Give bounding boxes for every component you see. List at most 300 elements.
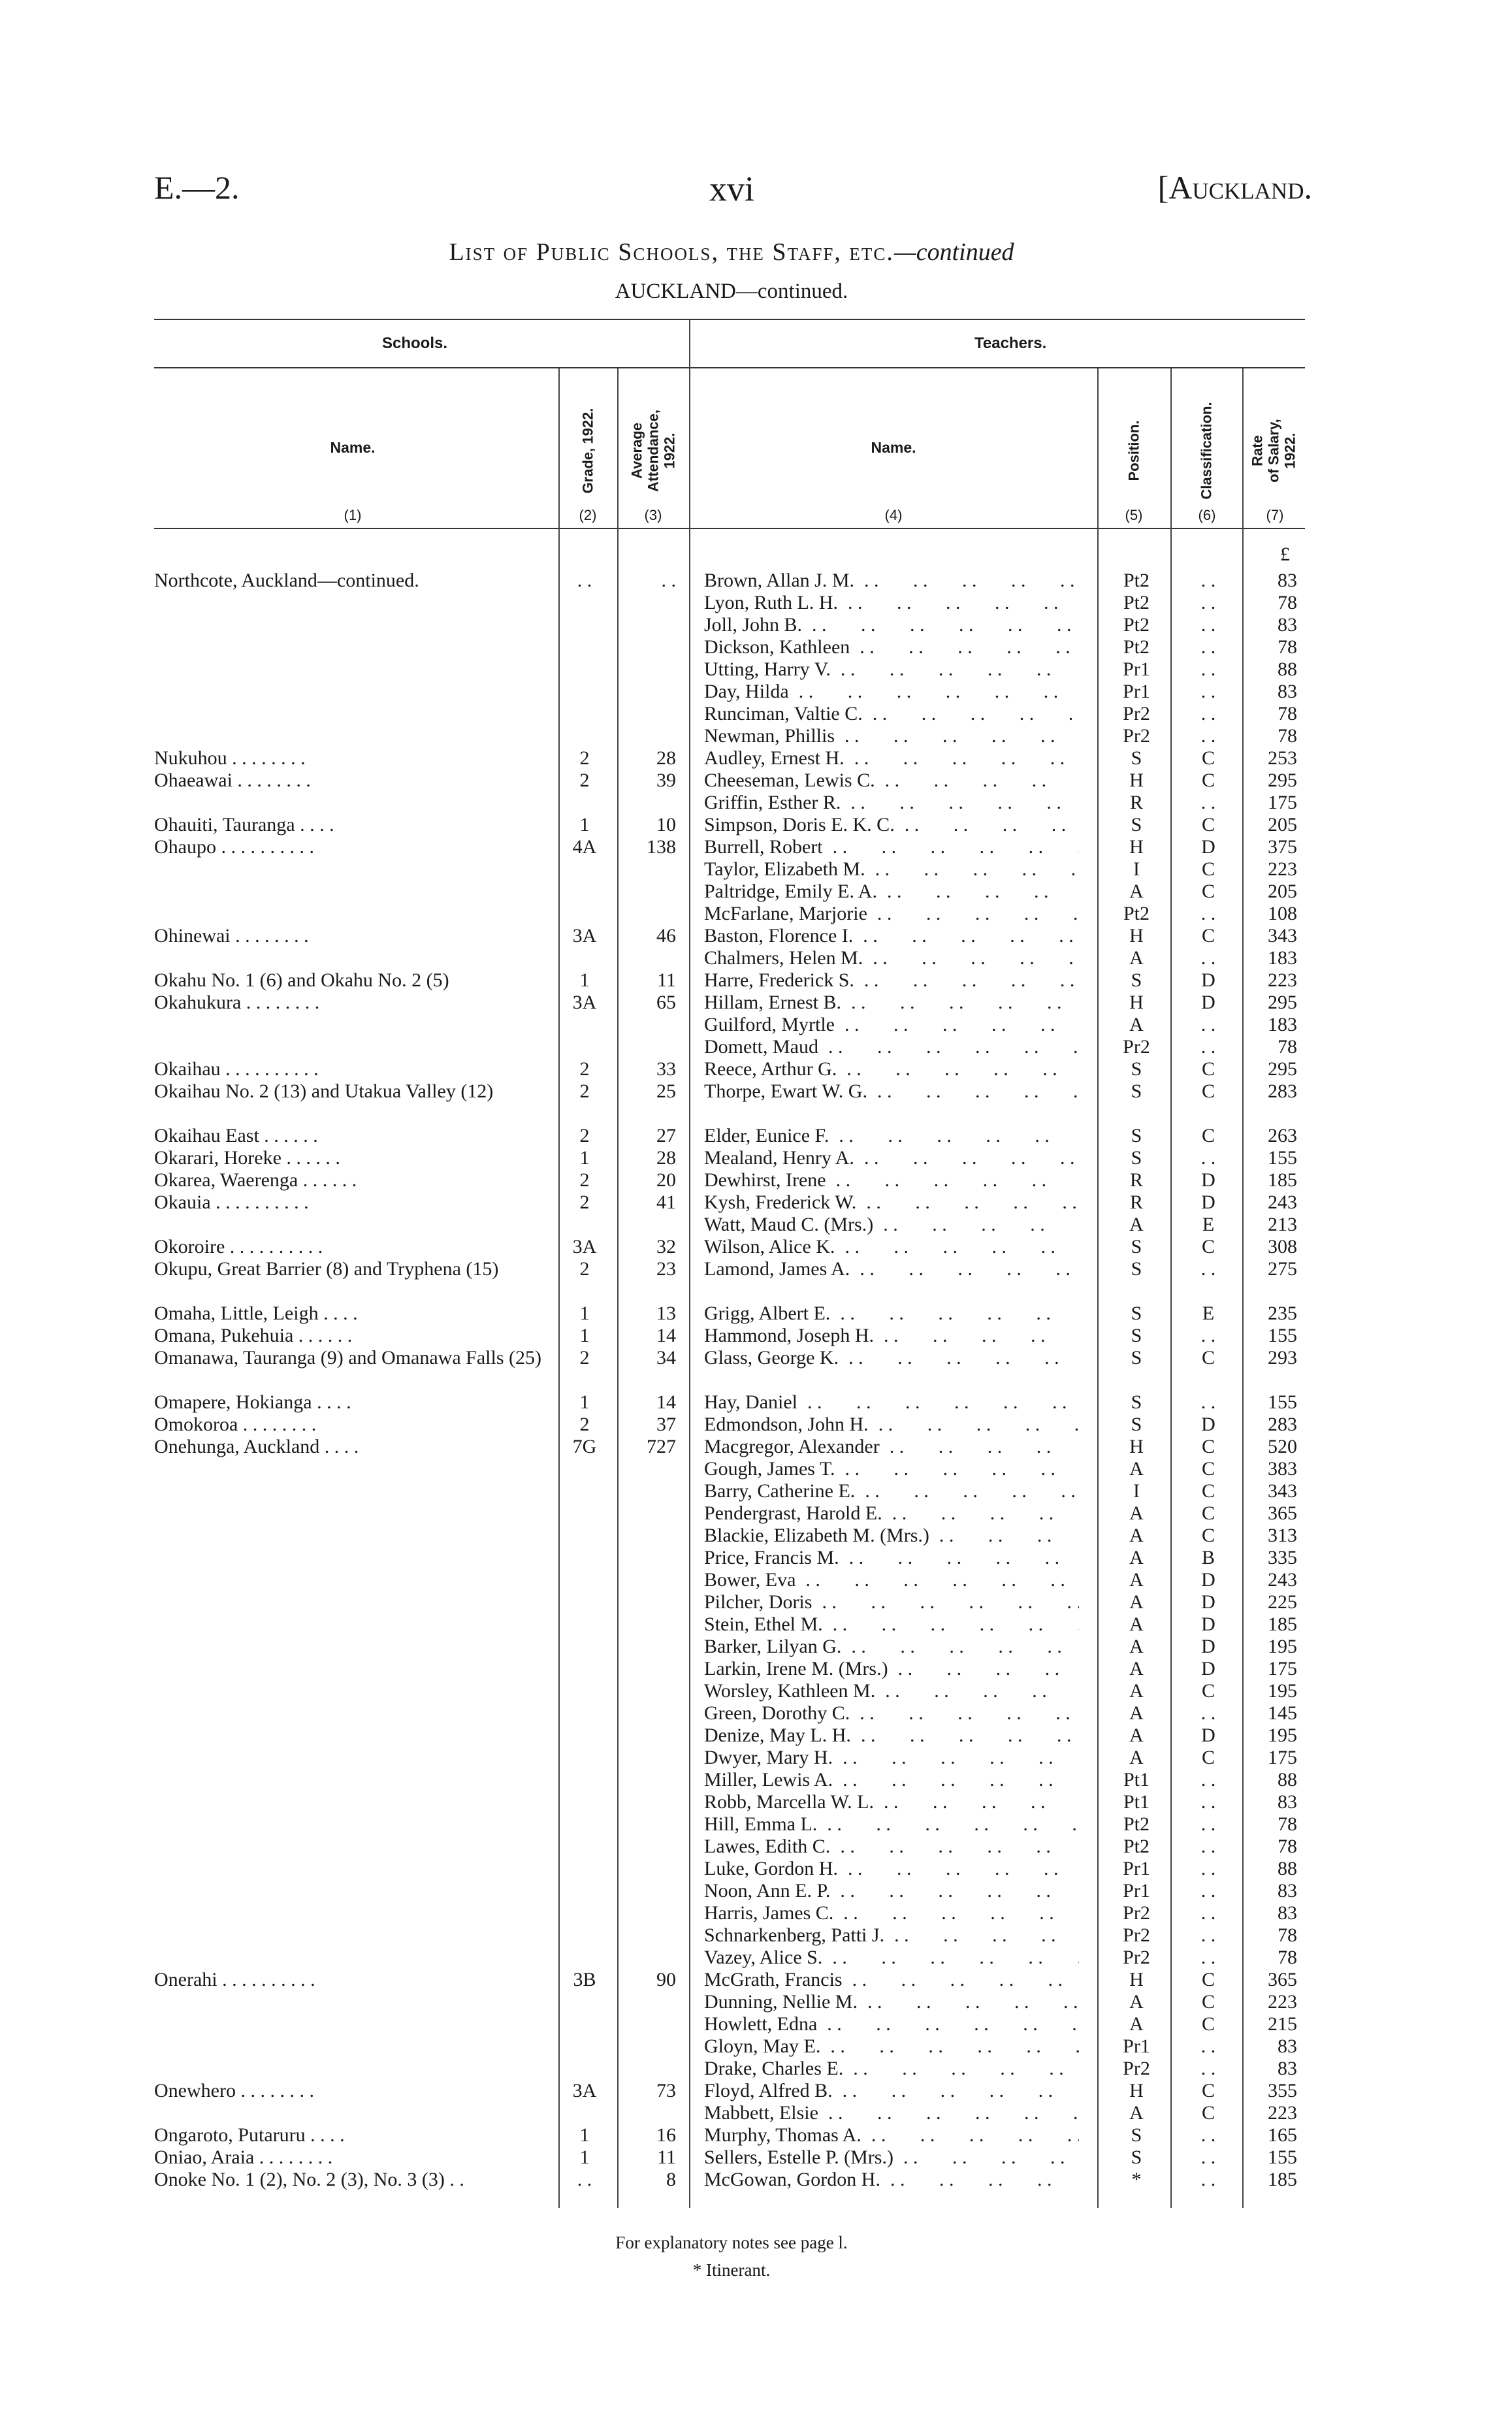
- table-row: [0, 992, 1512, 1014]
- classification-cell: C: [1201, 1125, 1215, 1146]
- salary-cell: 375: [1268, 836, 1297, 858]
- salary-cell: 520: [1268, 1436, 1297, 1457]
- grade-cell: 2: [579, 1125, 590, 1146]
- salary-cell: 313: [1268, 1525, 1297, 1546]
- salary-cell: 83: [1278, 1902, 1297, 1924]
- position-cell: S: [1131, 1303, 1142, 1324]
- salary-cell: 78: [1278, 592, 1297, 613]
- col-number-3: (3): [644, 507, 662, 523]
- table-row: [0, 636, 1512, 658]
- grade-cell: 7G: [572, 1436, 597, 1457]
- classification-cell: . .: [1200, 2058, 1216, 2079]
- table-row: [0, 1436, 1512, 1458]
- classification-cell: D: [1201, 1591, 1215, 1613]
- position-cell: Pt2: [1123, 636, 1150, 658]
- group-header-rule: [154, 367, 1305, 368]
- classification-cell: D: [1201, 836, 1215, 858]
- attendance-cell: 20: [656, 1169, 676, 1191]
- classification-cell: . .: [1200, 1014, 1216, 1035]
- school-name-cell: Okauia . . . . . . . . . .: [154, 1191, 309, 1213]
- salary-cell: 175: [1268, 1747, 1297, 1768]
- teacher-name-cell: Barry, Catherine E. . .: [704, 1480, 1079, 1502]
- table-row: [0, 947, 1512, 969]
- table-row: [0, 2080, 1512, 2102]
- classification-cell: D: [1201, 1169, 1215, 1191]
- school-name-cell: Okarari, Horeke . . . . . .: [154, 1147, 340, 1169]
- attendance-cell: 13: [656, 1303, 676, 1324]
- classification-cell: . .: [1200, 1702, 1216, 1724]
- attendance-cell: 28: [656, 747, 676, 769]
- teacher-name-cell: Mealand, Henry A. . .: [704, 1147, 1079, 1169]
- teacher-name-cell: Worsley, Kathleen M. . .: [704, 1680, 1079, 1702]
- position-cell: Pt2: [1123, 1813, 1150, 1835]
- teacher-name-cell: Day, Hilda . .: [704, 681, 1079, 703]
- salary-cell: 83: [1278, 2035, 1297, 2057]
- table-row: [0, 1658, 1512, 1680]
- school-name-cell: Northcote, Auckland—continued.: [154, 570, 419, 591]
- table-row: [0, 1969, 1512, 1991]
- school-name-cell: Okahu No. 1 (6) and Okahu No. 2 (5): [154, 969, 449, 991]
- classification-cell: C: [1201, 1969, 1215, 1990]
- teacher-name-cell: Bower, Eva . .: [704, 1569, 1079, 1591]
- position-cell: Pr1: [1123, 1858, 1150, 1879]
- grade-cell: 2: [579, 1347, 590, 1369]
- salary-cell: 223: [1268, 1991, 1297, 2013]
- table-row: [0, 814, 1512, 836]
- position-cell: A: [1129, 2013, 1144, 2035]
- classification-cell: . .: [1200, 2035, 1216, 2057]
- position-cell: A: [1129, 1458, 1144, 1480]
- table-row: [0, 836, 1512, 858]
- attendance-cell: 16: [656, 2124, 676, 2146]
- table-row: [0, 1880, 1512, 1902]
- teacher-name-cell: Guilford, Myrtle . .: [704, 1014, 1079, 1036]
- teacher-name-cell: Macgregor, Alexander . .: [704, 1436, 1079, 1458]
- classification-cell: C: [1201, 2080, 1215, 2101]
- classification-cell: C: [1201, 1058, 1215, 1080]
- attendance-cell: 37: [656, 1414, 676, 1435]
- teacher-name-cell: Hammond, Joseph H. . .: [704, 1325, 1079, 1347]
- position-cell: Pr1: [1123, 2035, 1150, 2057]
- salary-cell: 83: [1278, 614, 1297, 636]
- position-cell: S: [1131, 1125, 1142, 1146]
- grade-cell: 2: [579, 1258, 590, 1280]
- teacher-name-cell: Stein, Ethel M. . .: [704, 1613, 1079, 1636]
- attendance-cell: . .: [661, 570, 676, 591]
- salary-cell: 78: [1278, 636, 1297, 658]
- classification-cell: C: [1201, 1458, 1215, 1480]
- school-name-cell: Nukuhou . . . . . . . .: [154, 747, 306, 769]
- position-cell: R: [1129, 1169, 1143, 1191]
- grade-cell: 2: [579, 747, 590, 769]
- teacher-name-cell: Wilson, Alice K. . .: [704, 1236, 1079, 1258]
- position-cell: A: [1129, 1680, 1144, 1702]
- table-row: [0, 1214, 1512, 1236]
- position-cell: S: [1131, 1147, 1142, 1169]
- position-cell: S: [1131, 1080, 1142, 1102]
- attendance-cell: 14: [656, 1325, 676, 1346]
- teacher-name-cell: Kysh, Frederick W. . .: [704, 1191, 1079, 1214]
- teacher-name-cell: Glass, George K. . .: [704, 1347, 1079, 1369]
- salary-cell: 88: [1278, 1858, 1297, 1879]
- school-name-cell: Onewhero . . . . . . . .: [154, 2080, 314, 2101]
- position-cell: H: [1129, 925, 1144, 947]
- salary-cell: 365: [1268, 1502, 1297, 1524]
- school-name-cell: Onerahi . . . . . . . . . .: [154, 1969, 315, 1990]
- school-name-cell: Onehunga, Auckland . . . .: [154, 1436, 359, 1457]
- grade-header: Grade, 1922.: [579, 408, 596, 494]
- classification-cell: C: [1201, 770, 1215, 791]
- salary-cell: 283: [1268, 1080, 1297, 1102]
- salary-cell: 155: [1268, 1325, 1297, 1346]
- grade-cell: 2: [579, 1080, 590, 1102]
- attendance-cell: 73: [656, 2080, 676, 2101]
- position-cell: Pt2: [1123, 570, 1150, 591]
- grade-cell: 3A: [572, 1236, 597, 1257]
- classification-cell: C: [1201, 1525, 1215, 1546]
- position-cell: A: [1129, 1636, 1144, 1657]
- grade-cell: 2: [579, 1058, 590, 1080]
- page-title: [0, 238, 1463, 267]
- classification-cell: . .: [1200, 725, 1216, 747]
- table-row: [0, 2013, 1512, 2035]
- salary-cell: 83: [1278, 681, 1297, 702]
- position-cell: S: [1131, 1236, 1142, 1257]
- table-row: [0, 1702, 1512, 1725]
- classification-cell: C: [1201, 881, 1215, 902]
- classification-cell: . .: [1200, 2146, 1216, 2168]
- teacher-name-cell: Grigg, Albert E. . .: [704, 1303, 1079, 1325]
- school-name-cell: Ohinewai . . . . . . . .: [154, 925, 309, 947]
- currency-symbol: £: [1280, 543, 1290, 565]
- salary-cell: 195: [1268, 1680, 1297, 1702]
- teacher-name-cell: Gough, James T. . .: [704, 1458, 1079, 1480]
- teacher-name-cell: Domett, Maud . .: [704, 1036, 1079, 1058]
- attendance-cell: 46: [656, 925, 676, 947]
- teacher-name-cell: Utting, Harry V. . .: [704, 658, 1079, 681]
- table-row: [0, 770, 1512, 792]
- teacher-name-cell: Paltridge, Emily E. A. . .: [704, 881, 1079, 903]
- salary-cell: 185: [1268, 2169, 1297, 2190]
- teacher-name-cell: Simpson, Doris E. K. C. . .: [704, 814, 1079, 836]
- classification-cell: C: [1201, 1680, 1215, 1702]
- page-number: xvi: [709, 169, 755, 208]
- table-row: [0, 903, 1512, 925]
- salary-cell: 343: [1268, 925, 1297, 947]
- attendance-cell: 23: [656, 1258, 676, 1280]
- position-cell: Pr2: [1123, 1902, 1150, 1924]
- teacher-name-cell: Murphy, Thomas A. . .: [704, 2124, 1079, 2146]
- school-name-cell: Ohauiti, Tauranga . . . .: [154, 814, 334, 835]
- grade-cell: 3A: [572, 2080, 597, 2101]
- position-cell: S: [1131, 1258, 1142, 1280]
- table-row: [0, 1747, 1512, 1769]
- salary-cell: 275: [1268, 1258, 1297, 1280]
- position-cell: S: [1131, 1347, 1142, 1369]
- classification-cell: D: [1201, 1613, 1215, 1635]
- classification-cell: C: [1201, 747, 1215, 769]
- salary-cell: 165: [1268, 2124, 1297, 2146]
- teacher-name-cell: Dwyer, Mary H. . .: [704, 1747, 1079, 1769]
- salary-cell: 205: [1268, 814, 1297, 835]
- attendance-cell: 39: [656, 770, 676, 791]
- grade-cell: 1: [579, 2124, 590, 2146]
- classification-cell: D: [1201, 992, 1215, 1013]
- classification-cell: D: [1201, 1636, 1215, 1657]
- table-row: [0, 1458, 1512, 1480]
- teacher-name-cell: Griffin, Esther R. . .: [704, 792, 1079, 814]
- position-cell: S: [1131, 1325, 1142, 1346]
- teacher-name-cell: Newman, Phillis . .: [704, 725, 1079, 747]
- table-row: [0, 1258, 1512, 1303]
- teacher-name-cell: Drake, Charles E. . .: [704, 2058, 1079, 2080]
- salary-cell: 78: [1278, 725, 1297, 747]
- classification-cell: . .: [1200, 1391, 1216, 1413]
- position-cell: A: [1129, 1591, 1144, 1613]
- table-row: [0, 1080, 1512, 1125]
- teacher-name-cell: McGowan, Gordon H. . .: [704, 2169, 1079, 2191]
- title-suffix: —continued: [893, 238, 1014, 266]
- attendance-header: Average Attendance, 1922.: [628, 410, 678, 492]
- school-name-cell: Onoke No. 1 (2), No. 2 (3), No. 3 (3) . .: [154, 2169, 464, 2190]
- school-name-cell: Okupu, Great Barrier (8) and Tryphena (15): [154, 1258, 499, 1280]
- table-row: [0, 1303, 1512, 1325]
- teacher-name-cell: Price, Francis M. . .: [704, 1547, 1079, 1569]
- teacher-name-cell: Taylor, Elizabeth M. . .: [704, 858, 1079, 881]
- grade-cell: 1: [579, 1391, 590, 1413]
- salary-cell: 235: [1268, 1303, 1297, 1324]
- title-main: List of Public Schools, the Staff, etc.: [449, 238, 894, 266]
- salary-cell: 295: [1268, 992, 1297, 1013]
- classification-cell: . .: [1200, 1880, 1216, 1902]
- attendance-cell: 33: [656, 1058, 676, 1080]
- school-name-cell: Okaihau No. 2 (13) and Utakua Valley (12): [154, 1080, 494, 1102]
- classification-cell: C: [1201, 1502, 1215, 1524]
- classification-cell: D: [1201, 1569, 1215, 1591]
- salary-cell: 83: [1278, 570, 1297, 591]
- salary-cell: 365: [1268, 1969, 1297, 1990]
- salary-cell: 185: [1268, 1169, 1297, 1191]
- table-row: [0, 1680, 1512, 1702]
- table-row: [0, 1636, 1512, 1658]
- teacher-name-cell: Thorpe, Ewart W. G. . .: [704, 1080, 1079, 1103]
- table-row: [0, 1414, 1512, 1436]
- salary-cell: 108: [1268, 903, 1297, 924]
- attendance-cell: 25: [656, 1080, 676, 1102]
- position-cell: I: [1133, 858, 1140, 880]
- position-cell: H: [1129, 1436, 1144, 1457]
- position-cell: A: [1129, 947, 1144, 969]
- school-name-cell: Omapere, Hokianga . . . .: [154, 1391, 351, 1413]
- position-cell: A: [1129, 1747, 1144, 1768]
- classification-cell: . .: [1200, 703, 1216, 724]
- salary-cell: 155: [1268, 2146, 1297, 2168]
- classification-cell: D: [1201, 969, 1215, 991]
- school-name-cell: Omana, Pukehuia . . . . . .: [154, 1325, 353, 1346]
- grade-cell: 1: [579, 1303, 590, 1324]
- teacher-name-cell: Chalmers, Helen M. . .: [704, 947, 1079, 969]
- table-row: [0, 747, 1512, 770]
- salary-cell: 183: [1268, 947, 1297, 969]
- salary-cell: 223: [1268, 2102, 1297, 2124]
- grade-cell: 2: [579, 1169, 590, 1191]
- attendance-cell: 28: [656, 1147, 676, 1169]
- teacher-name-cell: Dickson, Kathleen . .: [704, 636, 1079, 658]
- position-cell: A: [1129, 1014, 1144, 1035]
- classification-cell: . .: [1200, 681, 1216, 702]
- salary-cell: 253: [1268, 747, 1297, 769]
- grade-cell: . .: [577, 2169, 592, 2190]
- salary-cell: 183: [1268, 1014, 1297, 1035]
- col-number-7: (7): [1266, 507, 1284, 523]
- salary-cell: 355: [1268, 2080, 1297, 2101]
- footer-note: For explanatory notes see page l.: [615, 2233, 848, 2252]
- school-name-header: Name.: [330, 439, 376, 456]
- teacher-name-cell: Dewhirst, Irene . .: [704, 1169, 1079, 1191]
- position-cell: Pt1: [1123, 1791, 1150, 1813]
- table-row: [0, 1858, 1512, 1880]
- grade-cell: 4A: [572, 836, 597, 858]
- table-top-rule: [154, 319, 1305, 320]
- position-cell: H: [1129, 2080, 1144, 2101]
- teacher-name-cell: Burrell, Robert . .: [704, 836, 1079, 858]
- col-number-1: (1): [344, 507, 362, 523]
- position-cell: Pr2: [1123, 1924, 1150, 1946]
- salary-cell: 343: [1268, 1480, 1297, 1502]
- position-cell: H: [1129, 836, 1144, 858]
- salary-cell: 78: [1278, 1947, 1297, 1968]
- position-cell: I: [1133, 1480, 1140, 1502]
- classification-cell: D: [1201, 1191, 1215, 1213]
- teacher-name-cell: Pilcher, Doris . .: [704, 1591, 1079, 1613]
- table-row: [0, 658, 1512, 681]
- teacher-name-cell: Lamond, James A. . .: [704, 1258, 1079, 1280]
- salary-cell: 185: [1268, 1613, 1297, 1635]
- table-row: [0, 570, 1512, 592]
- grade-cell: 3A: [572, 925, 597, 947]
- classification-cell: . .: [1200, 1147, 1216, 1169]
- classification-cell: . .: [1200, 592, 1216, 613]
- teacher-name-cell: Luke, Gordon H. . .: [704, 1858, 1079, 1880]
- grade-cell: 1: [579, 969, 590, 991]
- salary-cell: 308: [1268, 1236, 1297, 1257]
- table-row: [0, 1791, 1512, 1813]
- teacher-name-cell: Hay, Daniel . .: [704, 1391, 1079, 1414]
- school-name-cell: Okahukura . . . . . . . .: [154, 992, 320, 1013]
- salary-cell: 223: [1268, 858, 1297, 880]
- classification-cell: C: [1201, 1480, 1215, 1502]
- table-row: [0, 1591, 1512, 1613]
- school-name-cell: Omanawa, Tauranga (9) and Omanawa Falls (25): [154, 1347, 541, 1369]
- salary-cell: 145: [1268, 1702, 1297, 1724]
- table-row: [0, 2058, 1512, 2080]
- grade-cell: 3B: [573, 1969, 596, 1990]
- teacher-name-cell: Blackie, Elizabeth M. (Mrs.) . .: [704, 1525, 1079, 1547]
- classification-cell: E: [1202, 1303, 1215, 1324]
- salary-cell: 295: [1268, 770, 1297, 791]
- teacher-name-cell: Vazey, Alice S. . .: [704, 1947, 1079, 1969]
- teacher-name-cell: Hillam, Ernest B. . .: [704, 992, 1079, 1014]
- teacher-name-cell: Dunning, Nellie M. . .: [704, 1991, 1079, 2013]
- classification-cell: . .: [1200, 947, 1216, 969]
- col-number-2: (2): [579, 507, 597, 523]
- teacher-name-cell: Runciman, Valtie C. . .: [704, 703, 1079, 725]
- classification-cell: E: [1202, 1214, 1215, 1235]
- table-row: [0, 1613, 1512, 1636]
- grade-cell: 2: [579, 770, 590, 791]
- region-label: [Auckland.: [1157, 169, 1312, 206]
- classification-cell: . .: [1200, 1791, 1216, 1813]
- position-cell: A: [1129, 1569, 1144, 1591]
- school-name-cell: Okaihau East . . . . . .: [154, 1125, 318, 1146]
- position-cell: A: [1129, 1991, 1144, 2013]
- table-row: [0, 1169, 1512, 1191]
- table-row: [0, 1347, 1512, 1391]
- position-cell: A: [1129, 1547, 1144, 1568]
- teacher-name-cell: Mabbett, Elsie . .: [704, 2102, 1079, 2124]
- salary-cell: 88: [1278, 1769, 1297, 1790]
- table-row: [0, 1569, 1512, 1591]
- grade-cell: 3A: [572, 992, 597, 1013]
- teacher-name-cell: Green, Dorothy C. . .: [704, 1702, 1079, 1725]
- teacher-name-cell: Denize, May L. H. . .: [704, 1725, 1079, 1747]
- table-row: [0, 1725, 1512, 1747]
- attendance-cell: 90: [656, 1969, 676, 1990]
- position-cell: A: [1129, 1214, 1144, 1235]
- salary-cell: 195: [1268, 1725, 1297, 1746]
- table-row: [0, 1058, 1512, 1080]
- position-cell: Pr1: [1123, 658, 1150, 680]
- salary-cell: 155: [1268, 1147, 1297, 1169]
- teacher-name-cell: Robb, Marcella W. L. . .: [704, 1791, 1079, 1813]
- table-row: [0, 1391, 1512, 1414]
- position-cell: A: [1129, 1502, 1144, 1524]
- classification-cell: . .: [1200, 1924, 1216, 1946]
- table-row: [0, 592, 1512, 614]
- salary-cell: 243: [1268, 1569, 1297, 1591]
- classification-cell: . .: [1200, 636, 1216, 658]
- position-cell: Pr2: [1123, 1036, 1150, 1058]
- salary-cell: 225: [1268, 1591, 1297, 1613]
- position-cell: H: [1129, 992, 1144, 1013]
- page-subtitle: AUCKLAND—continued.: [615, 280, 848, 303]
- teacher-name-cell: Cheeseman, Lewis C. . .: [704, 770, 1079, 792]
- teacher-name-header: Name.: [871, 439, 916, 456]
- table-row: [0, 1902, 1512, 1924]
- classification-cell: C: [1201, 814, 1215, 835]
- table-row: [0, 1991, 1512, 2013]
- position-cell: S: [1131, 969, 1142, 991]
- salary-cell: 78: [1278, 1924, 1297, 1946]
- teachers-group-header: Teachers.: [974, 334, 1047, 352]
- table-row: [0, 1191, 1512, 1214]
- position-cell: A: [1129, 1702, 1144, 1724]
- teacher-name-cell: Edmondson, John H. . .: [704, 1414, 1079, 1436]
- position-cell: S: [1131, 1391, 1142, 1413]
- table-row: [0, 1769, 1512, 1791]
- teacher-name-cell: Schnarkenberg, Patti J. . .: [704, 1924, 1079, 1947]
- classification-cell: C: [1201, 1080, 1215, 1102]
- school-name-cell: Okarea, Waerenga . . . . . .: [154, 1169, 357, 1191]
- salary-cell: 83: [1278, 1880, 1297, 1902]
- teacher-name-cell: Pendergrast, Harold E. . .: [704, 1502, 1079, 1525]
- school-name-cell: Okoroire . . . . . . . . . .: [154, 1236, 323, 1257]
- school-name-cell: Oniao, Araia . . . . . . . .: [154, 2146, 333, 2168]
- position-cell: Pr1: [1123, 681, 1150, 702]
- classification-cell: . .: [1200, 2124, 1216, 2146]
- table-row: [0, 969, 1512, 992]
- classification-cell: . .: [1200, 1902, 1216, 1924]
